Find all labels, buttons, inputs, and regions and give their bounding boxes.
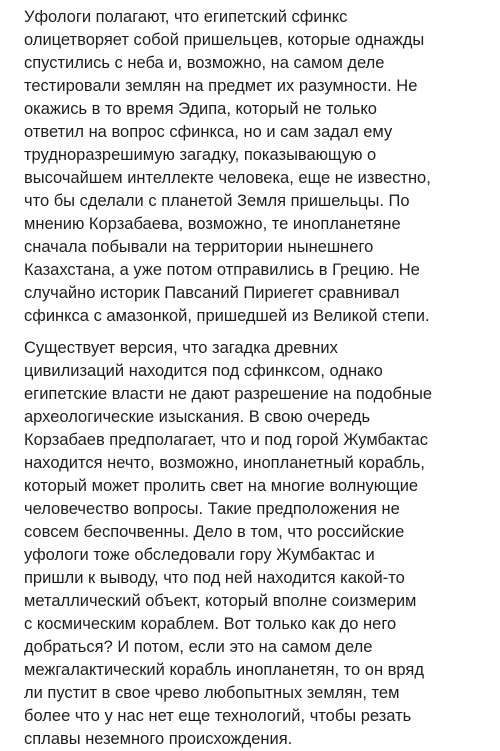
text-line: мнению Корзабаева, возможно, те инопланетяне	[24, 215, 401, 233]
text-line: окажись в то время Эдипа, который не только	[24, 100, 377, 118]
text-line: с космическим кораблем. Вот только как до него	[24, 615, 397, 633]
paragraph-2	[24, 337, 492, 751]
text-line: пришли к выводу, что под ней находится какой-то	[24, 569, 405, 587]
text-line: олицетворяет собой пришельцев, которые однажды	[24, 31, 425, 49]
text-line: тестировали землян на предмет их разумности. Не	[24, 77, 418, 95]
text-line: Уфологи полагают, что египетский сфинкс	[24, 8, 348, 26]
text-line: Казахстана, а уже потом отправились в Грецию. Не	[24, 261, 420, 279]
text-line: Корзабаев предполагает, что и под горой Жумбактас	[24, 431, 428, 449]
text-line: случайно историк Павсаний Пириегет сравнивал	[24, 284, 400, 302]
text-line: археологические изыскания. В свою очередь	[24, 408, 371, 426]
text-line: трудноразрешимую загадку, показывающую о	[24, 146, 377, 164]
text-line: уфологи тоже обследовали гору Жумбактас и	[24, 546, 375, 564]
text-line: человечество вопросы. Такие предположения не	[24, 500, 400, 518]
text-line: сначала побывали на территории нынешнего	[24, 238, 374, 256]
text-line: что бы сделали с планетой Земля пришельцы. По	[24, 192, 410, 210]
text-line: египетские власти не дают разрешение на подобные	[24, 385, 433, 403]
text-line: сфинкса с амазонкой, пришедшей из Великой степи.	[24, 307, 430, 325]
text-line: находится нечто, возможно, инопланетный корабль,	[24, 454, 425, 472]
text-line: ли пустит в свое чрево любопытных землян, тем	[24, 684, 400, 702]
text-line: который может пролить свет на многие волнующие	[24, 477, 419, 495]
text-line: высочайшем интеллекте человека, еще не известно,	[24, 169, 431, 187]
text-line: добраться? И потом, если это на самом деле	[24, 638, 373, 656]
text-line: металлический объект, который вполне соизмерим	[24, 592, 417, 610]
text-line: более что у нас нет еще технологий, чтобы резать	[24, 707, 412, 725]
text-line: спустились с неба и, возможно, на самом деле	[24, 54, 385, 72]
text-line: цивилизаций находится под сфинксом, однако	[24, 362, 383, 380]
text-line: ответил на вопрос сфинкса, но и сам задал ему	[24, 123, 393, 141]
paragraph-1	[24, 6, 492, 328]
text-line: межгалактический корабль инопланетян, то он вряд	[24, 661, 424, 679]
text-line: Существует версия, что загадка древних	[24, 339, 338, 357]
text-line: сплавы неземного происхождения.	[24, 730, 293, 748]
text-line: совсем беспочвенны. Дело в том, что российские	[24, 523, 405, 541]
